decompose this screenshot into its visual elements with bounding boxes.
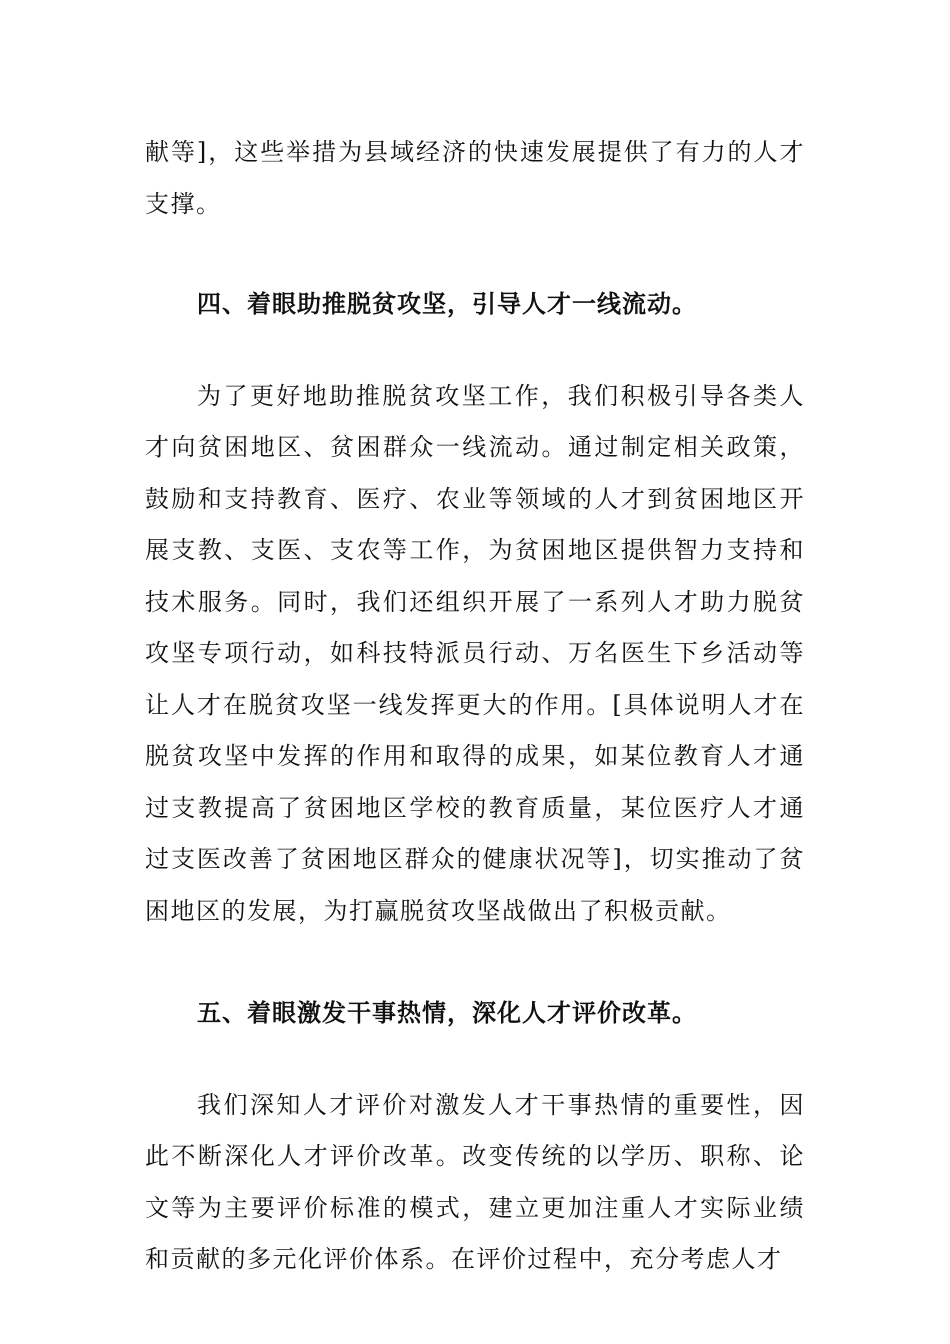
section-heading-5: 五、着眼激发干事热情，深化人才评价改革。 <box>197 999 697 1027</box>
spacer <box>145 331 805 371</box>
spacer <box>145 230 805 279</box>
paragraph-section-5: 我们深知人才评价对激发人才干事热情的重要性，因此不断深化人才评价改革。改变传统的以学历、职称、论文等为主要评价标准的模式，建立更加注重人才实际业绩和贡献的多元化评价体系。在评价过程中，充分考虑人才 <box>145 1090 805 1273</box>
section-heading-4: 四、着眼助推脱贫攻坚，引导人才一线流动。 <box>197 290 697 318</box>
paragraph-continuation: 献等]，这些举措为县域经济的快速发展提供了有力的人才支撑。 <box>145 138 805 218</box>
spacer <box>145 1040 805 1080</box>
paragraph-section-4: 为了更好地助推脱贫攻坚工作，我们积极引导各类人才向贫困地区、贫困群众一线流动。通过制定相关政策，鼓励和支持教育、医疗、农业等领域的人才到贫困地区开展支教、支医、支农等工作，为贫困地区提供智力支持和技术服务。同时，我们还组织开展了一系列人才助力脱贫攻坚专项行动，如科技特派员行动、万名医生下乡活动等让人才在脱贫攻坚一线发挥更大的作用。[具体说明人才在脱贫攻坚中发挥的作用和取得的成果，如某位教育人才通过支教提高了贫困地区学校的教育质量，某位医疗人才通过支医改善了贫困地区群众的健康状况等]，切实推动了贫困地区的发展，为打赢脱贫攻坚战做出了积极贡献。 <box>145 381 805 925</box>
spacer <box>145 937 805 988</box>
document-body <box>145 127 805 1286</box>
